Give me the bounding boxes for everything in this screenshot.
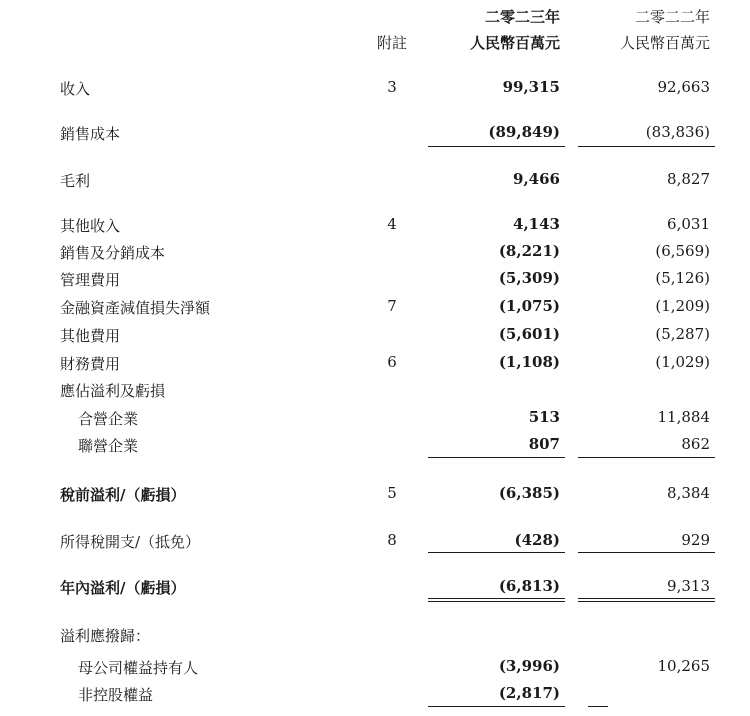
col-header-unit-2023: 人民幣百萬元 xyxy=(469,34,560,52)
row-label: 收入 xyxy=(60,80,91,98)
double-rule-top-2023 xyxy=(428,598,565,599)
row-share-of-profits xyxy=(0,380,750,404)
row-value-2023: 9,466 xyxy=(513,170,560,188)
subtotal-rule-2022 xyxy=(578,457,715,458)
row-revenue xyxy=(0,78,750,102)
row-value-2023: 807 xyxy=(528,435,560,453)
row-value-2023: (8,221) xyxy=(498,242,560,260)
row-note: 4 xyxy=(387,215,397,233)
row-note: 5 xyxy=(387,484,397,502)
row-other-expenses xyxy=(0,325,750,349)
row-label: 應佔溢利及虧損 xyxy=(60,382,166,400)
row-value-2022: (1,209) xyxy=(655,297,710,315)
col-header-note: 附註 xyxy=(376,34,407,52)
row-value-2022: 10,265 xyxy=(657,657,710,675)
row-label: 合營企業 xyxy=(78,410,139,428)
row-value-2023: (5,309) xyxy=(498,269,560,287)
row-value-2023: (1,075) xyxy=(498,297,560,315)
row-label: 其他收入 xyxy=(60,217,121,235)
row-value-2022: (5,126) xyxy=(655,269,710,287)
row-value-2022: 9,313 xyxy=(667,577,710,595)
row-label: 母公司權益持有人 xyxy=(78,659,199,677)
row-label: 銷售及分銷成本 xyxy=(60,244,166,262)
row-label: 金融資產減值損失淨額 xyxy=(60,299,211,317)
row-label: 年內溢利/（虧損） xyxy=(60,579,186,597)
row-label: 財務費用 xyxy=(60,355,121,373)
row-label: 毛利 xyxy=(60,172,91,190)
row-cost-of-sales xyxy=(0,123,750,147)
row-profit-before-tax xyxy=(0,484,750,508)
row-joint-ventures xyxy=(0,408,750,432)
row-non-controlling-interests xyxy=(0,684,750,708)
row-value-2022: (5,287) xyxy=(655,325,710,343)
row-value-2022: (83,836) xyxy=(645,123,710,141)
row-label: 所得稅開支/（抵免） xyxy=(60,533,201,551)
row-value-2022: (6,569) xyxy=(655,242,710,260)
subtotal-rule-2023 xyxy=(428,552,565,553)
double-rule-top-2022 xyxy=(578,598,715,599)
row-attributable-to xyxy=(0,625,750,649)
subtotal-rule-2022-partial xyxy=(588,706,608,707)
row-value-2023: (6,813) xyxy=(498,577,560,595)
row-value-2023: (1,108) xyxy=(498,353,560,371)
col-header-year-2023: 二零二三年 xyxy=(484,8,560,26)
row-value-2022: 6,031 xyxy=(667,215,710,233)
row-value-2022: 92,663 xyxy=(657,78,710,96)
row-label: 聯營企業 xyxy=(78,437,139,455)
row-value-2023: 513 xyxy=(528,408,560,426)
row-label: 其他費用 xyxy=(60,327,121,345)
row-value-2023: (428) xyxy=(514,531,560,549)
row-owners-of-parent xyxy=(0,657,750,681)
row-gross-profit xyxy=(0,170,750,194)
row-value-2022: (1,029) xyxy=(655,353,710,371)
row-admin-expenses xyxy=(0,269,750,293)
row-selling-distribution xyxy=(0,242,750,266)
double-rule-bottom-2022 xyxy=(578,601,715,602)
row-value-2023: (3,996) xyxy=(498,657,560,675)
row-label: 溢利應撥歸： xyxy=(60,627,151,645)
subtotal-rule-2022 xyxy=(578,552,715,553)
row-note: 7 xyxy=(387,297,397,315)
subtotal-rule-2023 xyxy=(428,457,565,458)
row-label: 管理費用 xyxy=(60,271,121,289)
row-value-2023: (5,601) xyxy=(498,325,560,343)
row-note: 3 xyxy=(387,78,397,96)
row-label: 稅前溢利/（虧損） xyxy=(60,486,186,504)
row-note: 8 xyxy=(387,531,397,549)
row-value-2022: 8,827 xyxy=(667,170,710,188)
double-rule-bottom-2023 xyxy=(428,601,565,602)
row-value-2023: (89,849) xyxy=(488,123,560,141)
row-value-2023: 99,315 xyxy=(502,78,560,96)
row-value-2023: (2,817) xyxy=(498,684,560,702)
row-value-2022: 11,884 xyxy=(657,408,710,426)
row-label: 銷售成本 xyxy=(60,125,121,143)
row-impairment-losses xyxy=(0,297,750,321)
row-other-income xyxy=(0,215,750,239)
col-header-year-2022: 二零二二年 xyxy=(634,8,710,26)
row-value-2022: 862 xyxy=(681,435,710,453)
row-label: 非控股權益 xyxy=(78,686,154,704)
row-note: 6 xyxy=(387,353,397,371)
row-associates xyxy=(0,435,750,459)
row-value-2023: 4,143 xyxy=(513,215,560,233)
subtotal-rule-2022 xyxy=(578,146,715,147)
subtotal-rule-2023 xyxy=(428,706,565,707)
subtotal-rule-2023 xyxy=(428,146,565,147)
row-value-2023: (6,385) xyxy=(498,484,560,502)
col-header-unit-2022: 人民幣百萬元 xyxy=(619,34,710,52)
row-value-2022: 8,384 xyxy=(667,484,710,502)
row-value-2022: 929 xyxy=(681,531,710,549)
row-finance-costs xyxy=(0,353,750,377)
